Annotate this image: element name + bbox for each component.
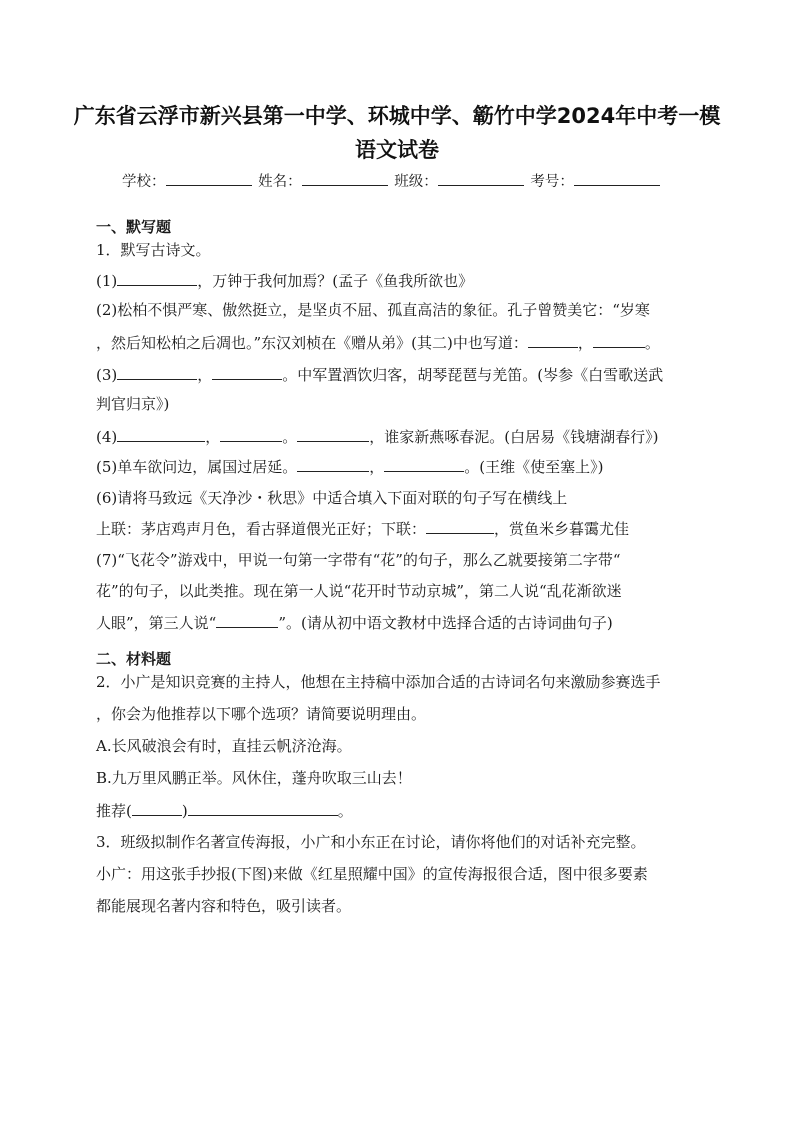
school-field[interactable]: [166, 171, 252, 186]
student-info-row: [122, 170, 662, 191]
answer-blank[interactable]: [426, 518, 494, 534]
q1-item-6: (6)请将马致远《天净沙・秋思》中适合填入下面对联的句子写在横线上: [96, 489, 568, 507]
answer-blank[interactable]: [117, 270, 197, 286]
question-3-dialogue-cont: 都能展现名著内容和特色，吸引读者。: [96, 897, 352, 915]
answer-blank[interactable]: [117, 364, 197, 380]
question-2-stem: 2．小广是知识竞赛的主持人，他想在主持稿中添加合适的古诗词名句来激励参赛选手: [96, 673, 661, 691]
q1-item-7-cont2: 人眼”，第三人说“ ”。(请从初中语文教材中选择合适的古诗词曲句子): [96, 614, 613, 632]
q1-item-2-cont: ，然后知松柏之后凋也。”东汉刘桢在《赠从弟》(其二)中也写道： ， 。: [96, 334, 660, 352]
answer-blank[interactable]: [212, 364, 282, 380]
q1-item-7: (7)“飞花令”游戏中，甲说一句第一字带有“花”的句子，那么乙就要接第二字带“: [96, 551, 621, 569]
answer-blank[interactable]: [220, 426, 282, 442]
question-3-dialogue: 小广：用这张手抄报(下图)来做《红星照耀中国》的宣传海报很合适，图中很多要素: [96, 865, 648, 883]
q1-item-7-cont: 花”的句子，以此类推。现在第一人说“花开时节动京城”，第二人说“乱花渐欲迷: [96, 582, 622, 600]
answer-blank[interactable]: [528, 332, 578, 348]
answer-blank[interactable]: [297, 456, 369, 472]
answer-blank[interactable]: [117, 426, 205, 442]
answer-blank[interactable]: [297, 426, 369, 442]
name-label: 姓名：: [258, 174, 302, 190]
q1-item-5: (5)单车欲问边，属国过居延。 ， 。(王维《使至塞上》): [96, 458, 604, 476]
option-b: B.九万里风鹏正举。风休住，蓬舟吹取三山去！: [96, 769, 412, 787]
class-field[interactable]: [438, 171, 524, 186]
q1-item-6-couplet: 上联：茅店鸡声月色，看古驿道偎光正好；下联： ，赏鱼米乡暮霭尤佳: [96, 520, 630, 538]
answer-blank[interactable]: [216, 612, 278, 628]
question-3-stem: 3．班级拟制作名著宣传海报，小广和小东正在讨论，请你将他们的对话补充完整。: [96, 833, 646, 851]
number-label: 考号：: [530, 174, 574, 190]
class-label: 班级：: [394, 174, 438, 190]
question-1-stem: 1．默写古诗文。: [96, 241, 211, 259]
school-label: 学校：: [122, 174, 166, 190]
name-field[interactable]: [302, 171, 388, 186]
q1-item-1: (1) ，万钟于我何加焉？(孟子《鱼我所欲也》: [96, 272, 474, 290]
q1-item-2: (2)松柏不惧严寒、傲然挺立，是坚贞不屈、孤直高洁的象征。孔子曾赞美它：“岁寒: [96, 301, 650, 319]
answer-blank[interactable]: [593, 332, 645, 348]
section-heading: 一、默写题: [96, 218, 172, 236]
exam-title-line1: 广东省云浮市新兴县第一中学、环城中学、簕竹中学2024年中考一模: [73, 104, 721, 128]
exam-title-line2: 语文试卷: [355, 138, 439, 162]
q1-item-3: (3) ， 。中军置酒饮归客，胡琴琵琶与羌笛。(岑参《白雪歌送武: [96, 366, 664, 384]
recommend-line: 推荐( ) 。: [96, 802, 353, 820]
section-heading: 二、材料题: [96, 650, 172, 668]
question-2-stem-cont: ，你会为他推荐以下哪个选项？请简要说明理由。: [96, 705, 427, 723]
q1-item-4: (4) ， 。 ，谁家新燕啄春泥。(白居易《钱塘湖春行》): [96, 428, 659, 446]
answer-blank[interactable]: [132, 800, 182, 816]
option-a: A.长风破浪会有时，直挂云帆济沧海。: [96, 737, 352, 755]
q1-item-3-cont: 判官归京》): [96, 395, 170, 413]
answer-blank[interactable]: [384, 456, 464, 472]
number-field[interactable]: [574, 171, 660, 186]
answer-blank[interactable]: [188, 800, 338, 816]
